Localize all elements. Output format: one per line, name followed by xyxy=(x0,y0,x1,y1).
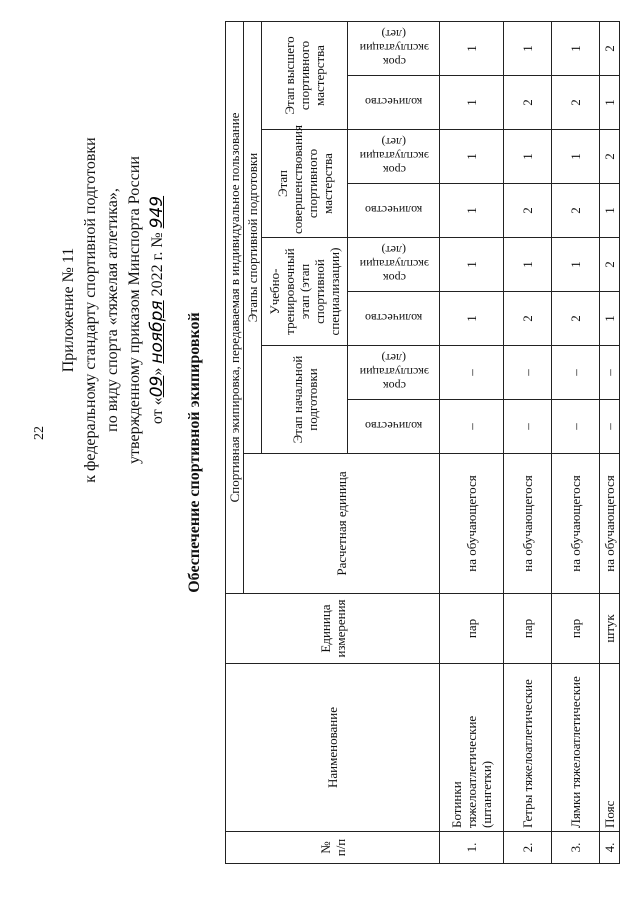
appendix-line-3: утвержденному приказом Минспорта России xyxy=(126,156,143,464)
cell-value: – xyxy=(552,346,600,400)
row-unit: пар xyxy=(504,594,552,664)
document-title: Обеспечение спортивной экипировкой xyxy=(186,312,203,593)
header-stage-1: Этап начальной подготовки xyxy=(262,346,348,454)
cell-value: 2 xyxy=(600,238,620,292)
cell-value: 1 xyxy=(440,130,504,184)
cell-value: – xyxy=(552,400,600,454)
header-qty: количество xyxy=(348,184,440,238)
cell-value: 1 xyxy=(552,21,600,75)
cell-value: 1 xyxy=(440,184,504,238)
row-calc: на обучающегося xyxy=(552,454,600,594)
table-row xyxy=(552,21,600,863)
date-prefix: от « xyxy=(149,397,166,425)
cell-value: 1 xyxy=(600,184,620,238)
equipment-table xyxy=(225,22,620,864)
table-row xyxy=(600,21,620,863)
date-year: 2022 г. № xyxy=(149,228,166,301)
date-mid: » xyxy=(149,363,166,376)
cell-value: – xyxy=(600,346,620,400)
cell-value: 2 xyxy=(552,184,600,238)
row-name: Гетры тяжелоатлетические xyxy=(504,664,552,832)
header-stage-4: Этап высшего спортивного мастерства xyxy=(262,21,348,129)
table-row xyxy=(440,21,504,863)
row-unit: пар xyxy=(440,594,504,664)
cell-value: 1 xyxy=(600,292,620,346)
cell-value: – xyxy=(504,400,552,454)
cell-value: 1 xyxy=(600,76,620,130)
handwritten-order-number: 949 xyxy=(147,195,167,229)
cell-value: 1 xyxy=(440,292,504,346)
appendix-line-1: к федеральному стандарту спортивной подготовки xyxy=(82,137,99,483)
row-calc: на обучающегося xyxy=(440,454,504,594)
header-term: срок эксплуатации (лет) xyxy=(348,130,440,184)
header-term: срок эксплуатации (лет) xyxy=(348,346,440,400)
header-stage-2: Учебно-тренировочный этап (этап спортивной специализации) xyxy=(262,238,348,346)
cell-value: 1 xyxy=(504,21,552,75)
cell-value: 1 xyxy=(440,76,504,130)
header-term: срок эксплуатации (лет) xyxy=(348,21,440,75)
header-stages-title: Этапы спортивной подготовки xyxy=(244,21,262,453)
row-unit: пар xyxy=(552,594,600,664)
header-qty: количество xyxy=(348,76,440,130)
page-number: 22 xyxy=(32,426,47,440)
header-num: № п/п xyxy=(226,832,440,864)
cell-value: 1 xyxy=(440,21,504,75)
header-stage-3: Этап совершенствования спортивного мастерства xyxy=(262,130,348,238)
cell-value: 2 xyxy=(504,292,552,346)
appendix-line-2: по виду спорта «тяжелая атлетика», xyxy=(104,188,121,432)
cell-value: 2 xyxy=(504,184,552,238)
cell-value: 1 xyxy=(552,130,600,184)
header-unit: Единица измерения xyxy=(226,594,440,664)
header-group-title: Спортивная экипировка, передаваемая в индивидуальное пользование xyxy=(226,21,244,593)
cell-value: – xyxy=(440,346,504,400)
cell-value: – xyxy=(440,400,504,454)
handwritten-month: ноября xyxy=(147,300,167,364)
row-calc: на обучающегося xyxy=(504,454,552,594)
row-name: Ботинки тяжелоатлетические (штангетки) xyxy=(440,664,504,832)
header-qty: количество xyxy=(348,292,440,346)
cell-value: 1 xyxy=(504,130,552,184)
table-row xyxy=(504,21,552,863)
header-qty: количество xyxy=(348,400,440,454)
cell-value: 2 xyxy=(552,76,600,130)
cell-value: 2 xyxy=(600,130,620,184)
row-num: 4. xyxy=(600,832,620,864)
row-unit: штук xyxy=(600,594,620,664)
cell-value: – xyxy=(600,400,620,454)
row-name: Пояс xyxy=(600,664,620,832)
header-name: Наименование xyxy=(226,664,440,832)
cell-value: 1 xyxy=(440,238,504,292)
cell-value: 1 xyxy=(552,238,600,292)
cell-value: 2 xyxy=(552,292,600,346)
approval-date-line xyxy=(146,30,169,590)
handwritten-day: 09 xyxy=(147,375,167,398)
cell-value: 2 xyxy=(504,76,552,130)
cell-value: – xyxy=(504,346,552,400)
header-calc-unit: Расчетная единица xyxy=(244,454,440,594)
header-term: срок эксплуатации (лет) xyxy=(348,238,440,292)
row-num: 2. xyxy=(504,832,552,864)
appendix-header xyxy=(58,30,169,590)
appendix-title: Приложение № 11 xyxy=(60,247,77,373)
cell-value: 1 xyxy=(504,238,552,292)
row-num: 3. xyxy=(552,832,600,864)
cell-value: 2 xyxy=(600,21,620,75)
row-calc: на обучающегося xyxy=(600,454,620,594)
row-num: 1. xyxy=(440,832,504,864)
row-name: Лямки тяжелоатлетические xyxy=(552,664,600,832)
